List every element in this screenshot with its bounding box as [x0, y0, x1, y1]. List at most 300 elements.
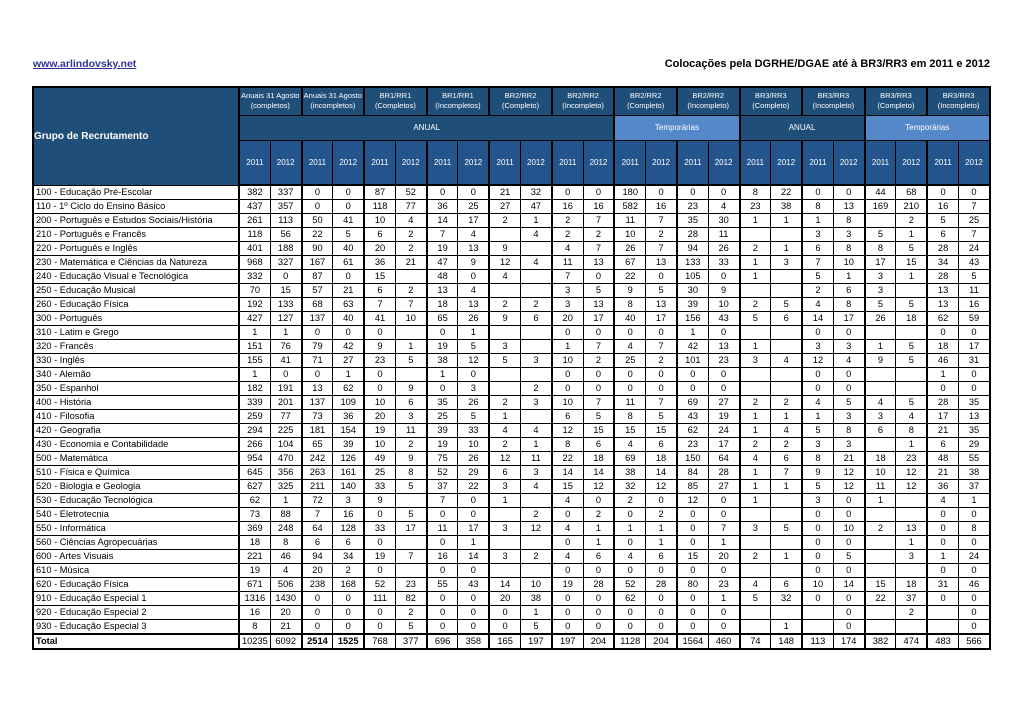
cell: 104 — [270, 438, 301, 452]
cell: 25 — [958, 214, 990, 228]
cell: 16 — [646, 200, 677, 214]
cell: 156 — [677, 312, 708, 326]
cell: 1 — [552, 340, 583, 354]
cell: 7 — [583, 340, 614, 354]
cell — [865, 564, 896, 578]
row-label: 500 - Matemática — [33, 452, 239, 466]
cell: 72 — [302, 494, 333, 508]
cell: 28 — [583, 578, 614, 592]
cell: 0 — [708, 564, 739, 578]
column-group-header — [802, 87, 865, 115]
cell: 0 — [802, 185, 833, 200]
column-group-header — [364, 87, 427, 115]
cell: 161 — [333, 466, 364, 480]
cell: 35 — [958, 396, 990, 410]
cell: 43 — [458, 578, 489, 592]
site-link[interactable]: www.arlindovsky.net — [33, 58, 137, 70]
cell: 1 — [489, 494, 520, 508]
cell: 62 — [677, 424, 708, 438]
cell — [865, 438, 896, 452]
total-row — [33, 634, 990, 649]
table-row — [33, 494, 990, 508]
column-group-subtitle: (Incompleto) — [562, 101, 604, 111]
row-label: 300 - Português — [33, 312, 239, 326]
cell: 0 — [802, 550, 833, 564]
total-cell: 474 — [896, 634, 927, 649]
total-cell: 483 — [927, 634, 958, 649]
cell: 19 — [364, 424, 395, 438]
cell: 151 — [239, 340, 270, 354]
cell: 9 — [395, 382, 426, 396]
column-group-title: BR3/RR3 — [817, 91, 850, 101]
total-cell: 74 — [740, 634, 771, 649]
cell: 18 — [896, 312, 927, 326]
cell: 0 — [427, 508, 458, 522]
cell: 0 — [333, 606, 364, 620]
cell — [489, 508, 520, 522]
cell: 3 — [802, 228, 833, 242]
cell: 17 — [646, 312, 677, 326]
cell: 111 — [364, 592, 395, 606]
cell: 5 — [740, 592, 771, 606]
row-label: 430 - Economia e Contabilidade — [33, 438, 239, 452]
cell: 238 — [302, 578, 333, 592]
cell: 0 — [708, 326, 739, 340]
row-label: 400 - História — [33, 396, 239, 410]
cell: 4 — [489, 270, 520, 284]
cell: 0 — [552, 564, 583, 578]
cell: 27 — [489, 200, 520, 214]
cell: 16 — [333, 508, 364, 522]
cell: 16 — [427, 550, 458, 564]
cell: 2 — [583, 354, 614, 368]
colocacoes-table — [32, 86, 991, 650]
cell — [740, 382, 771, 396]
column-group-subtitle: (Completo) — [752, 101, 790, 111]
cell: 10 — [865, 466, 896, 480]
cell: 34 — [333, 550, 364, 564]
cell: 181 — [302, 424, 333, 438]
cell: 13 — [646, 256, 677, 270]
cell: 17 — [458, 522, 489, 536]
cell: 15 — [865, 578, 896, 592]
cell: 33 — [458, 424, 489, 438]
cell: 1 — [740, 480, 771, 494]
cell: 23 — [364, 354, 395, 368]
cell: 10 — [458, 438, 489, 452]
cell: 210 — [896, 200, 927, 214]
cell: 6 — [395, 396, 426, 410]
cell: 0 — [552, 606, 583, 620]
cell: 21 — [489, 185, 520, 200]
cell: 35 — [677, 214, 708, 228]
cell: 73 — [302, 410, 333, 424]
cell: 627 — [239, 480, 270, 494]
column-group-header — [489, 87, 552, 115]
cell: 221 — [239, 550, 270, 564]
cell — [521, 368, 552, 382]
cell: 18 — [427, 298, 458, 312]
cell: 8 — [552, 438, 583, 452]
cell: 382 — [239, 185, 270, 200]
cell: 0 — [302, 326, 333, 340]
cell: 3 — [740, 522, 771, 536]
cell: 0 — [583, 564, 614, 578]
cell: 3 — [865, 284, 896, 298]
cell: 3 — [395, 410, 426, 424]
cell: 87 — [302, 270, 333, 284]
cell: 225 — [270, 424, 301, 438]
cell: 35 — [958, 424, 990, 438]
cell: 109 — [333, 396, 364, 410]
column-group-header — [927, 87, 990, 115]
cell: 3 — [771, 256, 802, 270]
cell — [865, 606, 896, 620]
cell: 13 — [927, 298, 958, 312]
cell: 0 — [927, 508, 958, 522]
cell: 2 — [583, 228, 614, 242]
table-row — [33, 522, 990, 536]
cell — [896, 620, 927, 635]
total-cell: 1525 — [333, 634, 364, 649]
cell — [740, 536, 771, 550]
cell: 1 — [521, 438, 552, 452]
cell: 7 — [364, 298, 395, 312]
cell: 15 — [896, 256, 927, 270]
cell: 9 — [865, 354, 896, 368]
cell: 12 — [583, 480, 614, 494]
cell — [865, 382, 896, 396]
cell: 3 — [489, 480, 520, 494]
cell: 24 — [958, 242, 990, 256]
cell — [740, 606, 771, 620]
cell: 7 — [708, 522, 739, 536]
cell: 1 — [771, 410, 802, 424]
cell: 3 — [802, 494, 833, 508]
cell: 28 — [708, 466, 739, 480]
cell: 16 — [958, 298, 990, 312]
cell: 6 — [302, 536, 333, 550]
cell: 7 — [646, 396, 677, 410]
cell: 13 — [583, 298, 614, 312]
cell: 67 — [614, 256, 645, 270]
cell: 5 — [740, 312, 771, 326]
cell: 167 — [302, 256, 333, 270]
cell: 5 — [489, 354, 520, 368]
cell: 169 — [865, 200, 896, 214]
cell: 4 — [865, 396, 896, 410]
cell: 337 — [270, 185, 301, 200]
cell: 0 — [802, 522, 833, 536]
cell: 20 — [364, 410, 395, 424]
cell: 2 — [740, 550, 771, 564]
cell: 0 — [833, 564, 864, 578]
cell: 23 — [708, 354, 739, 368]
cell: 0 — [614, 368, 645, 382]
row-label: 310 - Latim e Grego — [33, 326, 239, 340]
cell: 1 — [740, 340, 771, 354]
cell: 13 — [646, 298, 677, 312]
cell: 0 — [614, 564, 645, 578]
total-cell: 1564 — [677, 634, 708, 649]
cell: 47 — [427, 256, 458, 270]
table-row — [33, 592, 990, 606]
row-label: 250 - Educação Musical — [33, 284, 239, 298]
cell: 16 — [239, 606, 270, 620]
cell: 2 — [740, 396, 771, 410]
cell: 38 — [958, 466, 990, 480]
cell: 1 — [896, 270, 927, 284]
cell: 7 — [958, 200, 990, 214]
cell: 2 — [583, 508, 614, 522]
cell: 10 — [614, 228, 645, 242]
cell — [771, 368, 802, 382]
corner-header: Grupo de Recrutamento — [33, 87, 239, 185]
cell: 1 — [395, 340, 426, 354]
cell: 26 — [458, 396, 489, 410]
cell: 2 — [395, 606, 426, 620]
row-label: 330 - Inglês — [33, 354, 239, 368]
cell: 1 — [896, 536, 927, 550]
cell: 1 — [740, 466, 771, 480]
cell: 1 — [239, 326, 270, 340]
cell: 325 — [270, 480, 301, 494]
cell: 19 — [239, 564, 270, 578]
total-cell: 696 — [427, 634, 458, 649]
cell: 1430 — [270, 592, 301, 606]
cell: 19 — [427, 340, 458, 354]
cell: 13 — [833, 200, 864, 214]
cell — [489, 368, 520, 382]
cell: 9 — [708, 284, 739, 298]
column-group-title: BR2/RR2 — [629, 91, 662, 101]
cell: 1 — [958, 494, 990, 508]
cell: 5 — [583, 410, 614, 424]
column-group-subtitle: (Incompleto) — [687, 101, 730, 111]
band-header: Temporárias — [614, 115, 739, 140]
cell: 1 — [740, 270, 771, 284]
cell: 0 — [802, 382, 833, 396]
row-label: 320 - Francês — [33, 340, 239, 354]
cell: 5 — [865, 298, 896, 312]
cell: 0 — [833, 326, 864, 340]
total-cell: 460 — [708, 634, 739, 649]
cell: 2 — [646, 508, 677, 522]
cell: 71 — [302, 354, 333, 368]
cell: 12 — [552, 424, 583, 438]
cell: 1 — [771, 620, 802, 635]
cell: 2 — [771, 396, 802, 410]
cell: 968 — [239, 256, 270, 270]
cell: 1 — [771, 480, 802, 494]
cell: 6 — [802, 242, 833, 256]
cell: 3 — [802, 438, 833, 452]
cell: 0 — [677, 508, 708, 522]
cell: 168 — [333, 578, 364, 592]
total-cell: 377 — [395, 634, 426, 649]
cell: 15 — [614, 424, 645, 438]
cell: 6 — [552, 410, 583, 424]
cell — [489, 382, 520, 396]
cell: 8 — [614, 410, 645, 424]
total-cell: 197 — [552, 634, 583, 649]
cell — [802, 606, 833, 620]
column-group-title: BR1/RR1 — [442, 91, 474, 101]
cell: 11 — [552, 256, 583, 270]
cell: 33 — [708, 256, 739, 270]
year-header: 2012 — [270, 140, 301, 185]
cell: 12 — [489, 256, 520, 270]
year-header: 2011 — [364, 140, 395, 185]
cell: 0 — [833, 620, 864, 635]
cell: 90 — [302, 242, 333, 256]
cell: 0 — [927, 326, 958, 340]
cell: 15 — [583, 424, 614, 438]
cell — [489, 564, 520, 578]
cell — [865, 326, 896, 340]
cell: 128 — [333, 522, 364, 536]
cell: 4 — [521, 480, 552, 494]
cell: 15 — [552, 480, 583, 494]
row-label: 520 - Biologia e Geologia — [33, 480, 239, 494]
cell: 1 — [833, 270, 864, 284]
cell: 38 — [427, 354, 458, 368]
total-cell: 1128 — [614, 634, 645, 649]
column-group-subtitle: (Incompletos) — [435, 101, 481, 111]
cell: 25 — [427, 410, 458, 424]
cell: 9 — [364, 494, 395, 508]
cell: 0 — [958, 606, 990, 620]
cell: 133 — [677, 256, 708, 270]
cell: 62 — [927, 312, 958, 326]
cell: 5 — [771, 522, 802, 536]
cell: 28 — [927, 270, 958, 284]
cell: 79 — [302, 340, 333, 354]
cell: 64 — [708, 452, 739, 466]
cell: 0 — [958, 508, 990, 522]
cell: 1 — [646, 536, 677, 550]
cell — [927, 606, 958, 620]
table-row — [33, 382, 990, 396]
band-header: ANUAL — [239, 115, 614, 140]
cell: 75 — [427, 452, 458, 466]
cell: 4 — [771, 354, 802, 368]
cell: 0 — [708, 620, 739, 635]
cell: 1 — [239, 368, 270, 382]
cell: 77 — [270, 410, 301, 424]
cell: 401 — [239, 242, 270, 256]
cell — [896, 326, 927, 340]
table-row — [33, 438, 990, 452]
cell: 0 — [458, 368, 489, 382]
cell: 7 — [646, 214, 677, 228]
cell: 48 — [927, 452, 958, 466]
cell: 30 — [708, 214, 739, 228]
cell: 0 — [364, 508, 395, 522]
total-cell: 358 — [458, 634, 489, 649]
column-group-subtitle: (Incompleto) — [937, 101, 980, 111]
cell — [771, 228, 802, 242]
year-header: 2012 — [521, 140, 552, 185]
cell: 645 — [239, 466, 270, 480]
cell: 8 — [833, 298, 864, 312]
row-label: 110 - 1º Ciclo do Ensino Básico — [33, 200, 239, 214]
column-group-header — [865, 87, 928, 115]
cell: 1 — [927, 550, 958, 564]
cell: 13 — [708, 340, 739, 354]
cell: 327 — [270, 256, 301, 270]
cell: 52 — [427, 466, 458, 480]
cell: 1 — [583, 536, 614, 550]
cell: 2 — [614, 494, 645, 508]
cell: 1 — [270, 326, 301, 340]
cell: 2 — [646, 354, 677, 368]
cell: 5 — [521, 620, 552, 635]
cell: 5 — [458, 410, 489, 424]
table-row — [33, 550, 990, 564]
cell: 15 — [364, 270, 395, 284]
cell: 1 — [489, 410, 520, 424]
cell: 0 — [458, 508, 489, 522]
cell: 20 — [708, 550, 739, 564]
row-label: 340 - Alemão — [33, 368, 239, 382]
cell: 0 — [270, 368, 301, 382]
cell: 2 — [740, 438, 771, 452]
cell: 1 — [802, 214, 833, 228]
cell: 14 — [458, 550, 489, 564]
cell: 70 — [239, 284, 270, 298]
cell: 0 — [458, 494, 489, 508]
cell: 1 — [740, 424, 771, 438]
cell: 4 — [521, 228, 552, 242]
cell: 62 — [333, 382, 364, 396]
cell: 2 — [552, 214, 583, 228]
cell: 2 — [646, 228, 677, 242]
cell: 1 — [458, 326, 489, 340]
cell: 13 — [583, 256, 614, 270]
year-header: 2012 — [583, 140, 614, 185]
cell: 140 — [333, 480, 364, 494]
cell: 0 — [927, 536, 958, 550]
cell: 0 — [833, 382, 864, 396]
cell: 19 — [552, 578, 583, 592]
cell: 46 — [270, 550, 301, 564]
cell: 4 — [552, 494, 583, 508]
cell: 0 — [802, 508, 833, 522]
cell: 5 — [896, 340, 927, 354]
cell: 1 — [802, 410, 833, 424]
cell: 65 — [302, 438, 333, 452]
cell — [771, 340, 802, 354]
cell: 7 — [583, 396, 614, 410]
cell: 18 — [927, 340, 958, 354]
cell: 25 — [458, 200, 489, 214]
cell: 22 — [865, 592, 896, 606]
cell: 36 — [927, 480, 958, 494]
cell: 8 — [896, 424, 927, 438]
cell: 10 — [552, 396, 583, 410]
cell: 64 — [302, 522, 333, 536]
year-header: 2011 — [302, 140, 333, 185]
cell: 3 — [552, 298, 583, 312]
cell: 30 — [677, 284, 708, 298]
cell: 0 — [552, 536, 583, 550]
year-header: 2011 — [865, 140, 896, 185]
year-header: 2012 — [333, 140, 364, 185]
cell: 7 — [583, 242, 614, 256]
cell: 4 — [552, 242, 583, 256]
cell: 248 — [270, 522, 301, 536]
